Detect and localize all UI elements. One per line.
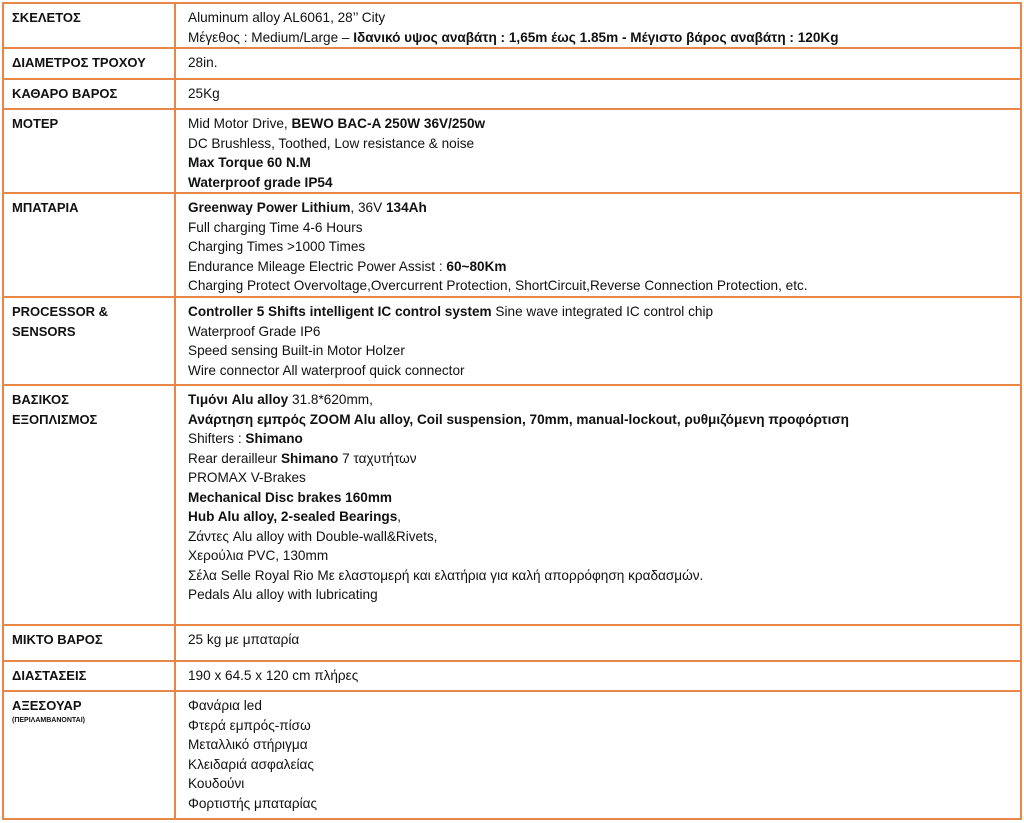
spec-line [188, 198, 1012, 218]
row-label: ΔΙΑΜΕΤΡΟΣ ΤΡΟΧΟΥ [3, 48, 175, 79]
spec-text: Endurance Mileage Electric Power Assist : [188, 258, 447, 274]
row-label: ΣΚΕΛΕΤΟΣ [3, 3, 175, 48]
row-value [175, 385, 1021, 625]
spec-text-bold: Ιδανικό υψος αναβάτη : 1,65m έως 1.85m - Μέγιστο βάρος αναβάτη : 120Kg [353, 29, 839, 45]
spec-line [188, 361, 1012, 381]
spec-text: Ζάντες Alu alloy with Double-wall&Rivets, [188, 528, 438, 544]
table-row [3, 48, 1021, 79]
row-value [175, 3, 1021, 48]
spec-text: Charging Protect Overvoltage,Overcurrent Protection, ShortCircuit,Reverse Connection Protection, etc. [188, 278, 808, 293]
spec-text: PROMAX V-Brakes [188, 470, 306, 485]
table-row [3, 79, 1021, 109]
spec-line [188, 429, 1012, 449]
spec-text: Μέγεθος : Medium/Large – [188, 29, 354, 45]
spec-line [188, 257, 1012, 277]
row-label: ΚΑΘΑΡΟ ΒΑΡΟΣ [3, 79, 175, 109]
spec-line [188, 8, 1012, 28]
spec-text: Σέλα Selle Royal Rio Με ελαστομερή και ελατήρια για καλή απορρόφηση κραδασμών. [188, 567, 704, 583]
spec-line [188, 527, 1012, 547]
spec-text: Waterproof Grade IP6 [188, 323, 321, 339]
spec-line [188, 666, 1012, 686]
spec-line [188, 173, 1012, 193]
spec-line [188, 322, 1012, 342]
spec-text: Rear derailleur [188, 450, 281, 466]
spec-text: Speed sensing Built-in Motor Holzer [188, 343, 405, 358]
row-label: ΑΞΕΣΟΥΑΡ (ΠΕΡΙΛΑΜΒΑΝΟΝΤΑΙ) [3, 691, 175, 819]
table-row [3, 3, 1021, 48]
spec-text: Full charging Time 4-6 Hours [188, 219, 363, 235]
spec-line [188, 630, 1012, 650]
spec-text-bold: 134Ah [385, 200, 427, 215]
row-label: ΔΙΑΣΤΑΣΕΙΣ [3, 661, 175, 691]
spec-text: 28in. [188, 55, 218, 70]
row-value [175, 79, 1021, 109]
spec-text: 25Kg [188, 86, 220, 101]
spec-line [188, 488, 1012, 508]
table-row [3, 297, 1021, 385]
spec-line [188, 546, 1012, 566]
spec-line [188, 134, 1012, 154]
spec-line [188, 390, 1012, 410]
spec-text: 7 ταχυτήτων [338, 450, 417, 466]
spec-text-bold: Greenway Power Lithium [188, 200, 351, 215]
spec-text: DC Brushless, Toothed, Low resistance & noise [188, 135, 475, 151]
spec-line [188, 53, 1012, 73]
spec-line [188, 449, 1012, 469]
spec-text: Φτερά εμπρός-πίσω [188, 717, 311, 733]
row-value [175, 297, 1021, 385]
spec-text: Shifters : [188, 431, 246, 446]
spec-line [188, 153, 1012, 173]
spec-text: 31.8*620mm, [288, 392, 373, 407]
spec-line [188, 114, 1012, 134]
spec-text-bold: BEWO BAC-A 250W 36V/250w [291, 116, 486, 131]
table-row [3, 661, 1021, 691]
row-value [175, 193, 1021, 297]
table-row [3, 625, 1021, 661]
spec-line [188, 585, 1012, 605]
spec-line [188, 794, 1012, 814]
spec-line [188, 410, 1012, 430]
spec-text: Mid Motor Drive, [188, 116, 292, 131]
spec-text-bold: Controller 5 Shifts intelligent IC control system [188, 304, 492, 319]
spec-text-bold: Ανάρτηση εμπρός ZOOM Alu alloy, Coil suspension, 70mm, manual-lockout, ρυθμιζόμενη προφόρτιση [188, 411, 849, 427]
spec-line [188, 341, 1012, 361]
spec-text: 25 kg με μπαταρία [188, 632, 300, 647]
row-label: ΒΑΣΙΚΟΣ ΕΞΟΠΛΙΣΜΟΣ [3, 385, 175, 625]
spec-text: Μεταλλικό στήριγμα [188, 737, 308, 752]
spec-line [188, 237, 1012, 257]
spec-text: , [397, 509, 402, 524]
spec-text: Aluminum alloy AL6061, 28’’ City [188, 10, 386, 25]
spec-text: Φορτιστής μπαταρίας [188, 795, 318, 811]
row-label: PROCESSOR & SENSORS [3, 297, 175, 385]
spec-line [188, 507, 1012, 527]
spec-text: 190 x 64.5 x 120 cm πλήρες [188, 668, 359, 683]
spec-line [188, 302, 1012, 322]
spec-text: Sine wave integrated IC control chip [491, 304, 714, 319]
spec-line [188, 696, 1012, 716]
table-row [3, 109, 1021, 193]
spec-line [188, 735, 1012, 755]
row-label: ΜΙΚΤΟ ΒΑΡΟΣ [3, 625, 175, 661]
spec-text-bold: Waterproof grade IP54 [188, 174, 333, 190]
row-label: ΜΟΤΕΡ [3, 109, 175, 193]
spec-text: , 36V [350, 200, 386, 215]
spec-text: Wire connector All waterproof quick connector [188, 362, 465, 378]
row-sub-label: (ΠΕΡΙΛΑΜΒΑΝΟΝΤΑΙ) [12, 716, 85, 724]
spec-text-bold: 60~80Km [446, 258, 507, 274]
spec-text: Pedals Alu alloy with lubricating [188, 587, 378, 602]
spec-line [188, 84, 1012, 104]
spec-text: Χερούλια PVC, 130mm [188, 548, 329, 563]
spec-line [188, 28, 1012, 48]
row-value [175, 109, 1021, 193]
spec-table [2, 2, 1022, 820]
spec-line [188, 774, 1012, 794]
spec-line [188, 716, 1012, 736]
row-label: ΜΠΑΤΑΡΙΑ [3, 193, 175, 297]
spec-line [188, 276, 1012, 296]
spec-text-bold: Shimano [245, 431, 303, 446]
spec-text: Κλειδαριά ασφαλείας [188, 756, 314, 772]
row-value [175, 625, 1021, 661]
spec-text: Φανάρια led [188, 698, 262, 713]
table-row [3, 691, 1021, 819]
row-value [175, 661, 1021, 691]
spec-line [188, 566, 1012, 586]
spec-line [188, 468, 1012, 488]
row-value [175, 48, 1021, 79]
row-value [175, 691, 1021, 819]
table-row [3, 193, 1021, 297]
spec-text-bold: Τιμόνι Alu alloy [188, 392, 289, 407]
spec-text-bold: Shimano [280, 450, 339, 466]
spec-text: Charging Times >1000 Times [188, 239, 366, 254]
spec-text: Κουδούνι [188, 776, 245, 791]
table-row [3, 385, 1021, 625]
spec-text-bold: Max Torque 60 N.M [188, 155, 311, 170]
spec-text-bold: Mechanical Disc brakes 160mm [188, 489, 393, 505]
spec-line [188, 755, 1012, 775]
spec-text-bold: Hub Alu alloy, 2-sealed Bearings [188, 509, 398, 524]
spec-line [188, 218, 1012, 238]
